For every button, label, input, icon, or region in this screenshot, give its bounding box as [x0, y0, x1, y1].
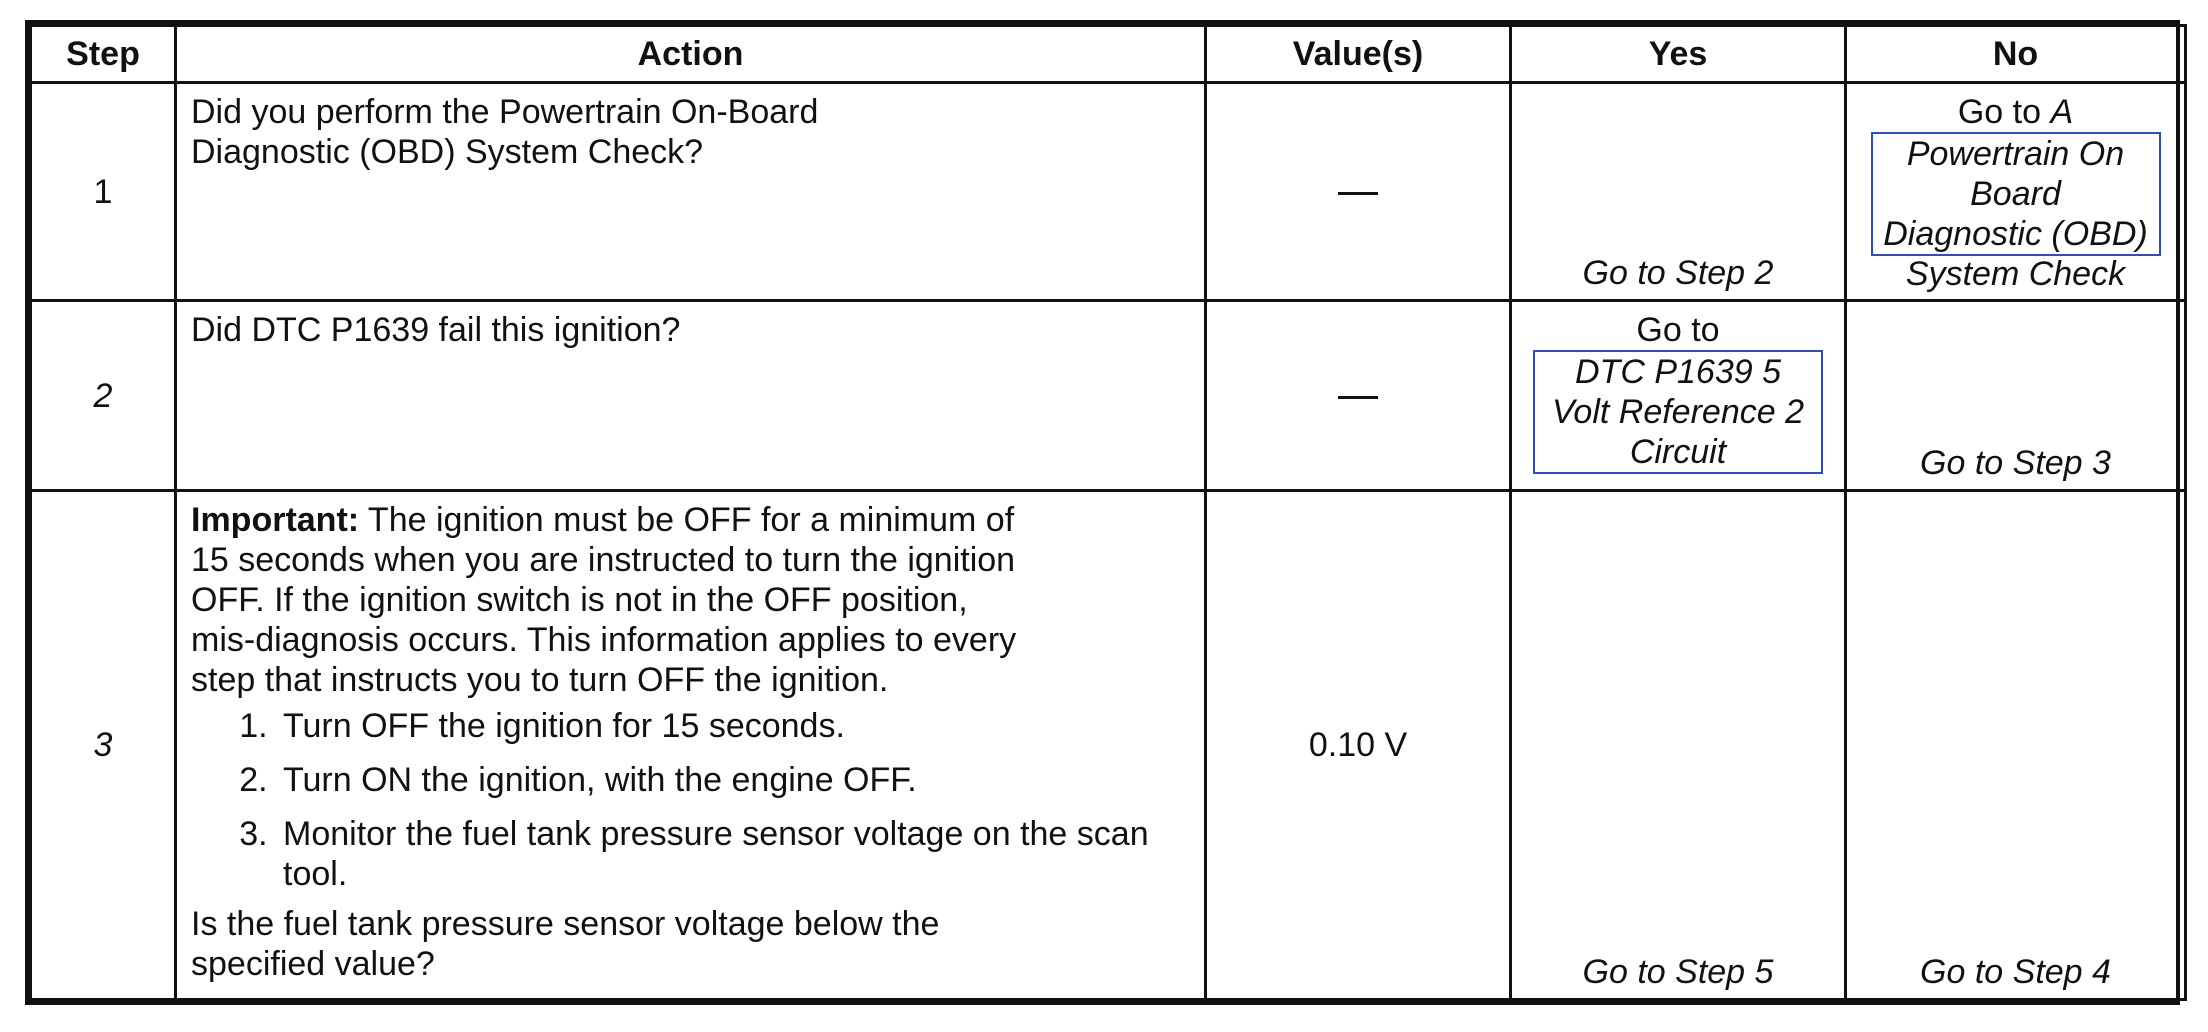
- value-cell: [1206, 83, 1511, 301]
- no-cell: [1846, 83, 2186, 301]
- no-cell: [1846, 301, 2186, 491]
- no-value-dash: [1338, 396, 1378, 399]
- header-values: Value(s): [1206, 26, 1511, 83]
- action-cell: [176, 83, 1206, 301]
- important-label: Important:: [191, 501, 360, 539]
- step-number: 1: [31, 83, 176, 301]
- procedure-list: [191, 706, 1190, 894]
- no-goto-prefix: Go to A: [1957, 93, 2074, 131]
- list-item: 1. Turn OFF the ignition for 15 seconds.: [277, 706, 1190, 746]
- table-row: [31, 491, 2186, 1000]
- action-text: Did DTC P1639 fail this ignition?: [191, 311, 681, 349]
- list-item: 2. Turn ON the ignition, with the engine OFF.: [277, 760, 1190, 800]
- important-note: Important: The ignition must be OFF for a minimum of: [191, 501, 1015, 539]
- step-number: 2: [31, 301, 176, 491]
- important-note-line: step that instructs you to turn OFF the ignition.: [191, 661, 889, 699]
- step-number: 3: [31, 491, 176, 1000]
- diagnostic-table: [29, 24, 2187, 1001]
- question-text: specified value?: [191, 945, 435, 983]
- important-note-line: OFF. If the ignition switch is not in the OFF position,: [191, 581, 968, 619]
- no-goto-step-link[interactable]: Go to Step 3: [1920, 444, 2111, 482]
- value-cell: [1206, 301, 1511, 491]
- no-cell: [1846, 491, 2186, 1000]
- header-step: Step: [31, 26, 176, 83]
- table-row: [31, 83, 2186, 301]
- yes-goto-step-link[interactable]: Go to Step 5: [1582, 953, 1774, 991]
- question-text: Is the fuel tank pressure sensor voltage below the: [191, 905, 940, 943]
- important-note-line: mis-diagnosis occurs. This information applies to every: [191, 621, 1017, 659]
- action-cell: [176, 301, 1206, 491]
- yes-cell: [1511, 491, 1846, 1000]
- table-row: [31, 301, 2186, 491]
- diagnostic-table-frame: [25, 20, 2180, 1005]
- header-action: Action: [176, 26, 1206, 83]
- yes-goto-step-link[interactable]: Go to Step 2: [1582, 254, 1774, 292]
- action-text: Diagnostic (OBD) System Check?: [191, 133, 704, 171]
- action-text: Did you perform the Powertrain On-Board: [191, 93, 819, 131]
- obd-system-check-link[interactable]: Powertrain On Board Diagnostic (OBD): [1871, 132, 2161, 256]
- list-item: 3. Monitor the fuel tank pressure sensor voltage on the scan tool.: [277, 814, 1190, 894]
- important-note-line: 15 seconds when you are instructed to turn the ignition: [191, 541, 1016, 579]
- obd-system-check-tail: System Check: [1905, 255, 2126, 293]
- no-goto-step-link[interactable]: Go to Step 4: [1920, 953, 2111, 991]
- yes-cell: [1511, 83, 1846, 301]
- header-yes: Yes: [1511, 26, 1846, 83]
- yes-cell: [1511, 301, 1846, 491]
- action-cell: [176, 491, 1206, 1000]
- yes-goto-prefix: Go to: [1636, 311, 1720, 349]
- no-value-dash: [1338, 192, 1378, 195]
- header-no: No: [1846, 26, 2186, 83]
- value-cell: 0.10 V: [1206, 491, 1511, 1000]
- header-row: [31, 26, 2186, 83]
- dtc-p1639-link[interactable]: DTC P1639 5 Volt Reference 2 Circuit: [1533, 350, 1823, 474]
